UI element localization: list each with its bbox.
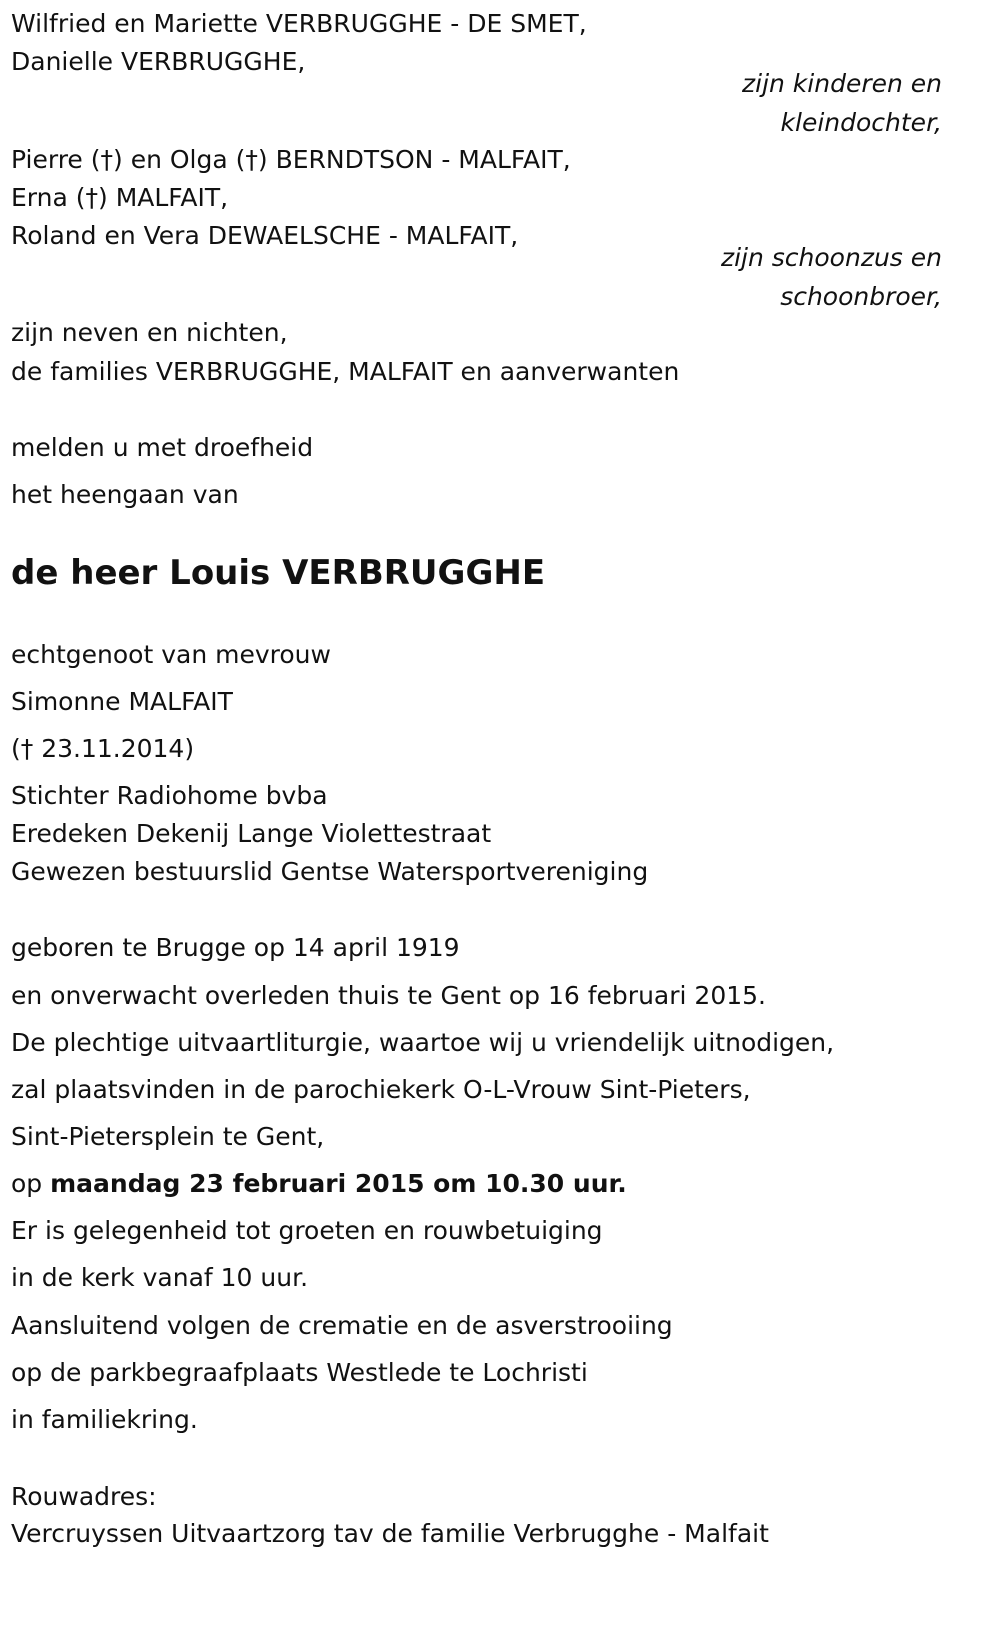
others-line-1: zijn neven en nichten, [11,318,288,347]
role-line-3: Gewezen bestuurslid Gentse Watersportvereniging [11,857,649,886]
children-role-line-1: zijn kinderen en [742,69,942,98]
role-line-1: Stichter Radiohome bvba [11,781,328,810]
inlaws-role-line-2: schoonbroer, [780,282,942,311]
born-line: geboren te Brugge op 14 april 1919 [11,933,460,962]
spouse-name: Simonne MALFAIT [11,687,233,716]
inlaws-role-line-1: zijn schoonzus en [720,243,942,272]
liturgy-line-2: zal plaatsvinden in de parochiekerk O-L-Vrouw Sint-Pieters, [11,1075,751,1104]
children-line-1: Wilfried en Mariette VERBRUGGHE - DE SMET, [11,9,587,38]
inlaws-line-2: Erna (†) MALFAIT, [11,183,229,212]
liturgy-line-1: De plechtige uitvaartliturgie, waartoe wij u vriendelijk uitnodigen, [11,1028,835,1057]
children-role-line-2: kleindochter, [780,108,942,137]
role-line-2: Eredeken Dekenij Lange Violettestraat [11,819,492,848]
condolence-line-2: in de kerk vanaf 10 uur. [11,1263,309,1292]
address-line-1: Vercruyssen Uitvaartzorg tav de familie Verbrugghe - Malfait [11,1519,769,1548]
spouse-death: († 23.11.2014) [11,734,195,763]
cremation-line-1: Aansluitend volgen de crematie en de asverstrooiing [11,1311,673,1340]
liturgy-line-3: Sint-Pietersplein te Gent, [11,1122,325,1151]
spouse-intro: echtgenoot van mevrouw [11,640,331,669]
deceased-name: de heer Louis VERBRUGGHE [11,553,546,593]
inlaws-line-1: Pierre (†) en Olga (†) BERNDTSON - MALFAIT, [11,145,571,174]
died-line: en onverwacht overleden thuis te Gent op 16 februari 2015. [11,981,766,1010]
others-line-2: de families VERBRUGGHE, MALFAIT en aanverwanten [11,357,680,386]
announcement-line-1: melden u met droefheid [11,433,314,462]
announcement-line-2: het heengaan van [11,480,239,509]
ceremony-date-line [11,1169,627,1199]
inlaws-line-3: Roland en Vera DEWAELSCHE - MALFAIT, [11,221,519,250]
condolence-line-1: Er is gelegenheid tot groeten en rouwbetuiging [11,1216,603,1245]
cremation-line-2: op de parkbegraafplaats Westlede te Lochristi [11,1358,588,1387]
address-label: Rouwadres: [11,1482,157,1511]
cremation-line-3: in familiekring. [11,1405,198,1434]
ceremony-date: maandag 23 februari 2015 om 10.30 uur. [50,1169,627,1198]
children-line-2: Danielle VERBRUGGHE, [11,47,306,76]
ceremony-date-prefix: op [11,1169,43,1198]
